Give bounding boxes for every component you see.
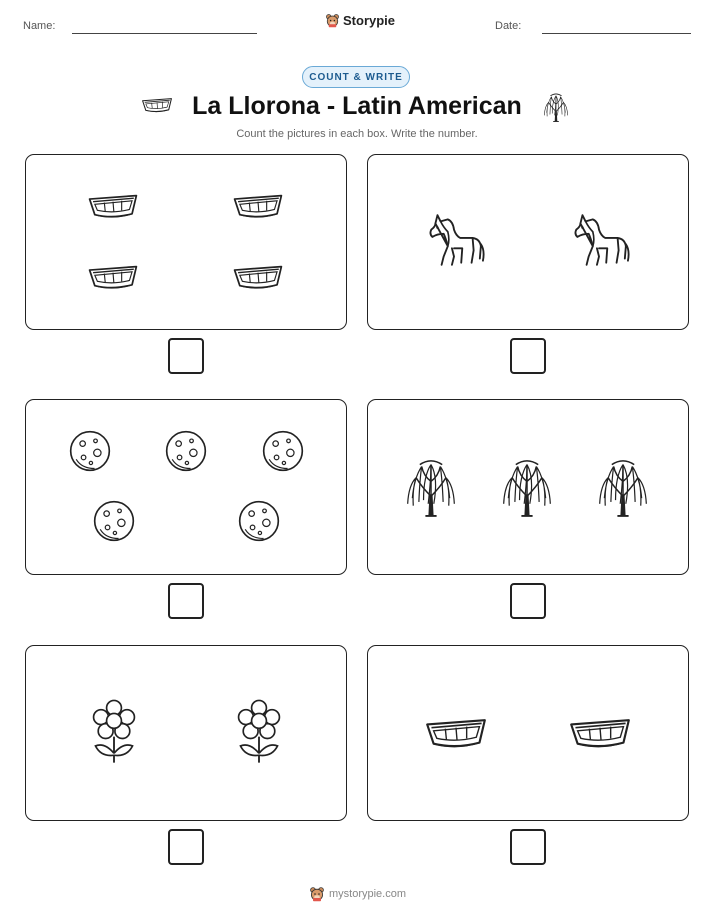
answer-box-5[interactable] — [168, 829, 204, 865]
bear-mascot-icon — [309, 886, 325, 902]
count-box-6 — [367, 645, 689, 821]
footer — [309, 886, 406, 902]
count-box-3 — [25, 399, 347, 575]
answer-box-4[interactable] — [510, 583, 546, 619]
flower-icon — [233, 698, 285, 766]
horse-icon — [423, 209, 485, 271]
answer-box-1[interactable] — [168, 338, 204, 374]
count-box-4 — [367, 399, 689, 575]
boat-icon — [568, 713, 632, 753]
instructions: Count the pictures in each box. Write the number. — [236, 128, 478, 140]
boat-icon — [424, 713, 488, 753]
name-label: Name: — [23, 20, 56, 32]
willow-tree-icon — [595, 456, 651, 518]
moon-icon — [91, 498, 137, 544]
footer-url[interactable]: mystorypie.com — [329, 888, 407, 900]
answer-box-6[interactable] — [510, 829, 546, 865]
name-field[interactable] — [72, 33, 257, 34]
count-box-1 — [25, 154, 347, 330]
moon-icon — [260, 428, 306, 474]
count-box-2 — [367, 154, 689, 330]
willow-tree-icon — [403, 456, 459, 518]
date-label: Date: — [495, 20, 522, 32]
brand-name: Storypie — [343, 13, 396, 28]
count-box-5 — [25, 645, 347, 821]
willow-tree-icon — [542, 92, 570, 122]
flower-icon — [88, 698, 140, 766]
boat-icon — [87, 261, 139, 293]
horse-icon — [568, 209, 630, 271]
moon-icon — [236, 498, 282, 544]
willow-tree-icon — [499, 456, 555, 518]
boat-icon — [87, 190, 139, 222]
date-field[interactable] — [542, 33, 691, 34]
bear-mascot-icon — [325, 13, 340, 28]
boat-icon — [232, 261, 284, 293]
page-title: La Llorona - Latin American — [192, 92, 522, 120]
answer-box-2[interactable] — [510, 338, 546, 374]
activity-badge: COUNT & WRITE — [302, 66, 410, 88]
moon-icon — [67, 428, 113, 474]
answer-box-3[interactable] — [168, 583, 204, 619]
moon-icon — [163, 428, 209, 474]
boat-icon — [232, 190, 284, 222]
brand-logo — [325, 13, 395, 28]
